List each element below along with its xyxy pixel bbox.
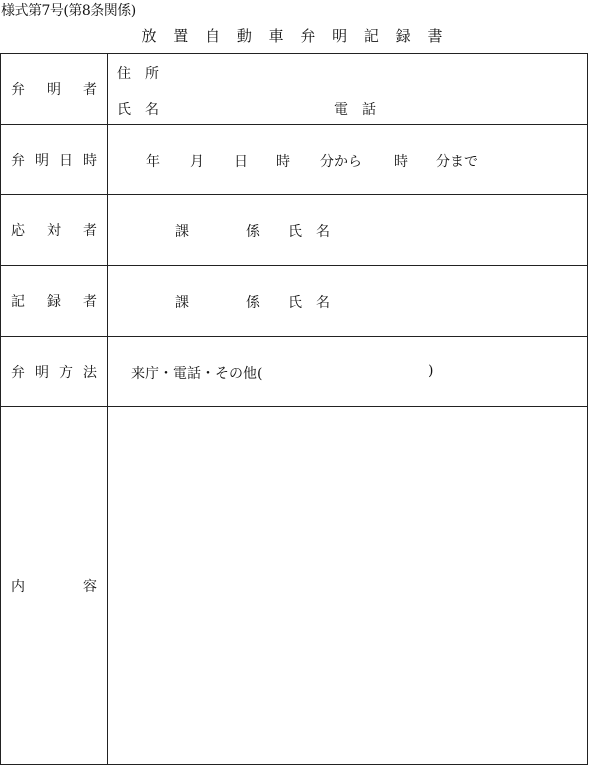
minute-from-unit: 分から bbox=[320, 154, 362, 170]
minute-to-unit: 分まで bbox=[436, 154, 478, 170]
label-cell-explainer bbox=[1, 54, 108, 124]
year-unit: 年 bbox=[146, 154, 160, 170]
label-responder: 応 対 者 bbox=[11, 223, 97, 239]
method-close-paren: ) bbox=[428, 363, 434, 379]
label-method: 弁 明 方 法 bbox=[11, 364, 97, 381]
label-cell-method bbox=[1, 337, 108, 406]
document-title: 放 置 自 動 車 弁 明 記 録 書 bbox=[141, 27, 449, 45]
month-unit: 月 bbox=[190, 154, 204, 170]
row-explainer bbox=[1, 54, 587, 125]
label-content: 内 容 bbox=[11, 578, 97, 595]
address-label: 住 所 bbox=[117, 66, 159, 82]
staff-unit: 係 bbox=[246, 295, 260, 311]
content-field[interactable] bbox=[108, 407, 587, 764]
responder-field[interactable] bbox=[108, 195, 587, 265]
phone-label: 電 話 bbox=[334, 102, 376, 118]
label-recorder: 記 録 者 bbox=[11, 294, 97, 310]
record-form-table bbox=[0, 53, 588, 765]
label-cell-responder bbox=[1, 195, 108, 265]
method-field[interactable] bbox=[108, 337, 587, 406]
datetime-field[interactable] bbox=[108, 125, 587, 194]
name-label: 氏 名 bbox=[117, 102, 159, 118]
section-unit: 課 bbox=[175, 295, 189, 311]
name-label: 氏 名 bbox=[288, 295, 330, 311]
row-method bbox=[1, 337, 587, 407]
form-reference: 様式第7号(第8条関係) bbox=[1, 3, 136, 19]
row-recorder bbox=[1, 266, 587, 337]
label-cell-content bbox=[1, 407, 108, 764]
explainer-field[interactable] bbox=[108, 54, 587, 124]
section-unit: 課 bbox=[175, 224, 189, 240]
label-datetime: 弁 明 日 時 bbox=[11, 152, 97, 169]
row-responder bbox=[1, 195, 587, 266]
day-unit: 日 bbox=[234, 154, 248, 170]
hour-to-unit: 時 bbox=[394, 154, 408, 170]
method-options: 来庁・電話・その他( bbox=[131, 366, 263, 382]
staff-unit: 係 bbox=[246, 224, 260, 240]
row-content bbox=[1, 407, 587, 764]
label-cell-datetime bbox=[1, 125, 108, 194]
row-datetime bbox=[1, 125, 587, 195]
hour-from-unit: 時 bbox=[276, 154, 290, 170]
label-cell-recorder bbox=[1, 266, 108, 336]
label-explainer: 弁 明 者 bbox=[11, 82, 97, 98]
name-label: 氏 名 bbox=[288, 224, 330, 240]
recorder-field[interactable] bbox=[108, 266, 587, 336]
